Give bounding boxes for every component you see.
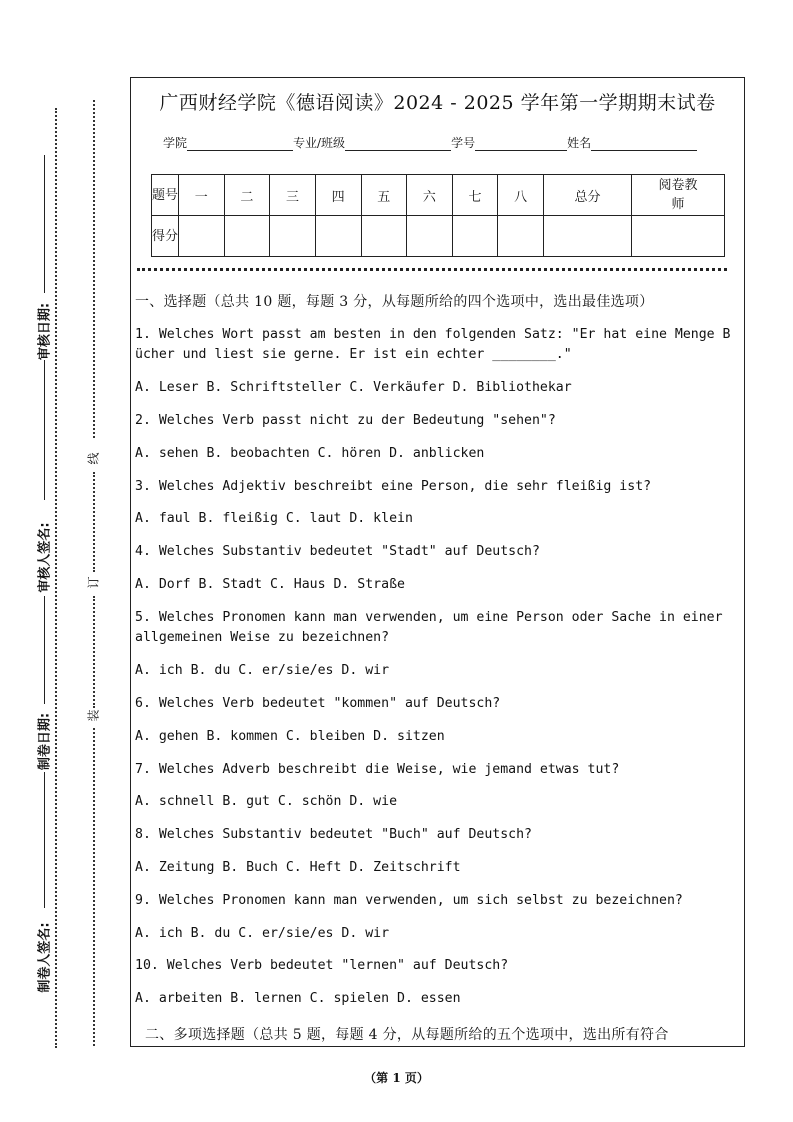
reviewer-sign-line xyxy=(44,360,45,500)
binding-dotted-line-outer xyxy=(55,108,57,1048)
col-8: 八 xyxy=(498,175,544,216)
binding-word-ding: 订 xyxy=(86,576,101,589)
student-id-label: 学号 xyxy=(451,136,476,150)
question-3: 3. Welches Adjektiv beschreibt eine Person, die sehr fleißig ist? xyxy=(135,479,652,494)
exam-title: 广西财经学院《德语阅读》2024 - 2025 学年第一学期期末试卷 xyxy=(159,92,716,114)
col-7: 七 xyxy=(452,175,498,216)
question-1-line-2: ücher und liest sie gerne. Er ist ein echter ________." xyxy=(135,347,572,362)
school-field[interactable] xyxy=(187,138,293,151)
dotted-separator xyxy=(137,268,727,271)
score-table xyxy=(151,174,725,257)
binding-dotted-line-inner-4 xyxy=(93,728,95,1046)
score-cell[interactable] xyxy=(452,216,498,257)
question-6-options: A. gehen B. kommen C. bleiben D. sitzen xyxy=(135,729,445,744)
col-2: 二 xyxy=(224,175,270,216)
score-cell[interactable] xyxy=(407,216,453,257)
question-7-options: A. schnell B. gut C. schön D. wie xyxy=(135,794,398,809)
row-label-defen: 得分 xyxy=(152,216,179,257)
question-9-options: A. ich B. du C. er/sie/es D. wir xyxy=(135,926,390,941)
binding-dotted-line-inner-2 xyxy=(93,472,95,572)
col-total: 总分 xyxy=(544,175,632,216)
maker-sign-line xyxy=(44,772,45,908)
review-date-label: 审核日期: xyxy=(37,302,53,361)
grader-label: 阅卷教师 xyxy=(658,178,698,212)
major-field[interactable] xyxy=(345,138,451,151)
made-date-line xyxy=(44,596,45,704)
question-2-options: A. sehen B. beobachten C. hören D. anblicken xyxy=(135,446,485,461)
col-grader xyxy=(632,175,725,216)
score-cell[interactable] xyxy=(544,216,632,257)
col-5: 五 xyxy=(361,175,407,216)
score-table-header-row xyxy=(152,175,725,216)
section-2-heading: 二、多项选择题（总共 5 题，每题 4 分，从每题所给的五个选项中，选出所有符合 xyxy=(145,1027,669,1043)
major-label: 专业/班级 xyxy=(293,136,346,150)
row-label-tihao: 题号 xyxy=(152,175,179,216)
made-date-label: 制卷日期: xyxy=(37,712,53,771)
page-number: （第 1 页） xyxy=(364,1071,429,1085)
binding-dotted-line-inner-1 xyxy=(93,100,95,438)
question-5-line-1: 5. Welches Pronomen kann man verwenden, um eine Person oder Sache in einer xyxy=(135,610,723,625)
score-cell[interactable] xyxy=(224,216,270,257)
question-4: 4. Welches Substantiv bedeutet "Stadt" auf Deutsch? xyxy=(135,544,540,559)
question-5-line-2: allgemeinen Weise zu bezeichnen? xyxy=(135,630,390,645)
question-4-options: A. Dorf B. Stadt C. Haus D. Straße xyxy=(135,577,405,592)
reviewer-sign-label: 审核人签名: xyxy=(37,522,53,593)
score-cell[interactable] xyxy=(498,216,544,257)
name-label: 姓名 xyxy=(567,136,592,150)
score-cell[interactable] xyxy=(632,216,725,257)
question-1-line-1: 1. Welches Wort passt am besten in den folgenden Satz: "Er hat eine Menge B xyxy=(135,327,731,342)
score-cell[interactable] xyxy=(179,216,225,257)
question-1-options: A. Leser B. Schriftsteller C. Verkäufer D. Bibliothekar xyxy=(135,380,572,395)
section-1-heading: 一、选择题（总共 10 题，每题 3 分，从每题所给的四个选项中，选出最佳选项） xyxy=(135,294,654,310)
exam-frame xyxy=(130,77,745,1047)
binding-word-zhuang: 装 xyxy=(86,709,101,722)
score-cell[interactable] xyxy=(361,216,407,257)
maker-sign-label: 制卷人签名: xyxy=(37,922,53,993)
binding-word-xian: 线 xyxy=(86,452,101,465)
question-8-options: A. Zeitung B. Buch C. Heft D. Zeitschrift xyxy=(135,860,461,875)
score-cell[interactable] xyxy=(315,216,361,257)
student-id-field[interactable] xyxy=(475,138,567,151)
binding-dotted-line-inner-3 xyxy=(93,596,95,708)
col-3: 三 xyxy=(270,175,316,216)
score-table-score-row xyxy=(152,216,725,257)
question-10-options: A. arbeiten B. lernen C. spielen D. essen xyxy=(135,991,461,1006)
col-4: 四 xyxy=(315,175,361,216)
question-10: 10. Welches Verb bedeutet "lernen" auf Deutsch? xyxy=(135,958,509,973)
student-info-row xyxy=(163,134,697,151)
question-3-options: A. faul B. fleißig C. laut D. klein xyxy=(135,511,413,526)
review-date-line xyxy=(44,155,45,293)
school-label: 学院 xyxy=(163,136,188,150)
question-5-options: A. ich B. du C. er/sie/es D. wir xyxy=(135,663,390,678)
question-9: 9. Welches Pronomen kann man verwenden, um sich selbst zu bezeichnen? xyxy=(135,893,683,908)
name-field[interactable] xyxy=(591,138,697,151)
col-1: 一 xyxy=(179,175,225,216)
question-6: 6. Welches Verb bedeutet "kommen" auf Deutsch? xyxy=(135,696,501,711)
question-7: 7. Welches Adverb beschreibt die Weise, wie jemand etwas tut? xyxy=(135,762,620,777)
col-6: 六 xyxy=(407,175,453,216)
question-2: 2. Welches Verb passt nicht zu der Bedeutung "sehen"? xyxy=(135,413,556,428)
question-8: 8. Welches Substantiv bedeutet "Buch" auf Deutsch? xyxy=(135,827,532,842)
score-cell[interactable] xyxy=(270,216,316,257)
